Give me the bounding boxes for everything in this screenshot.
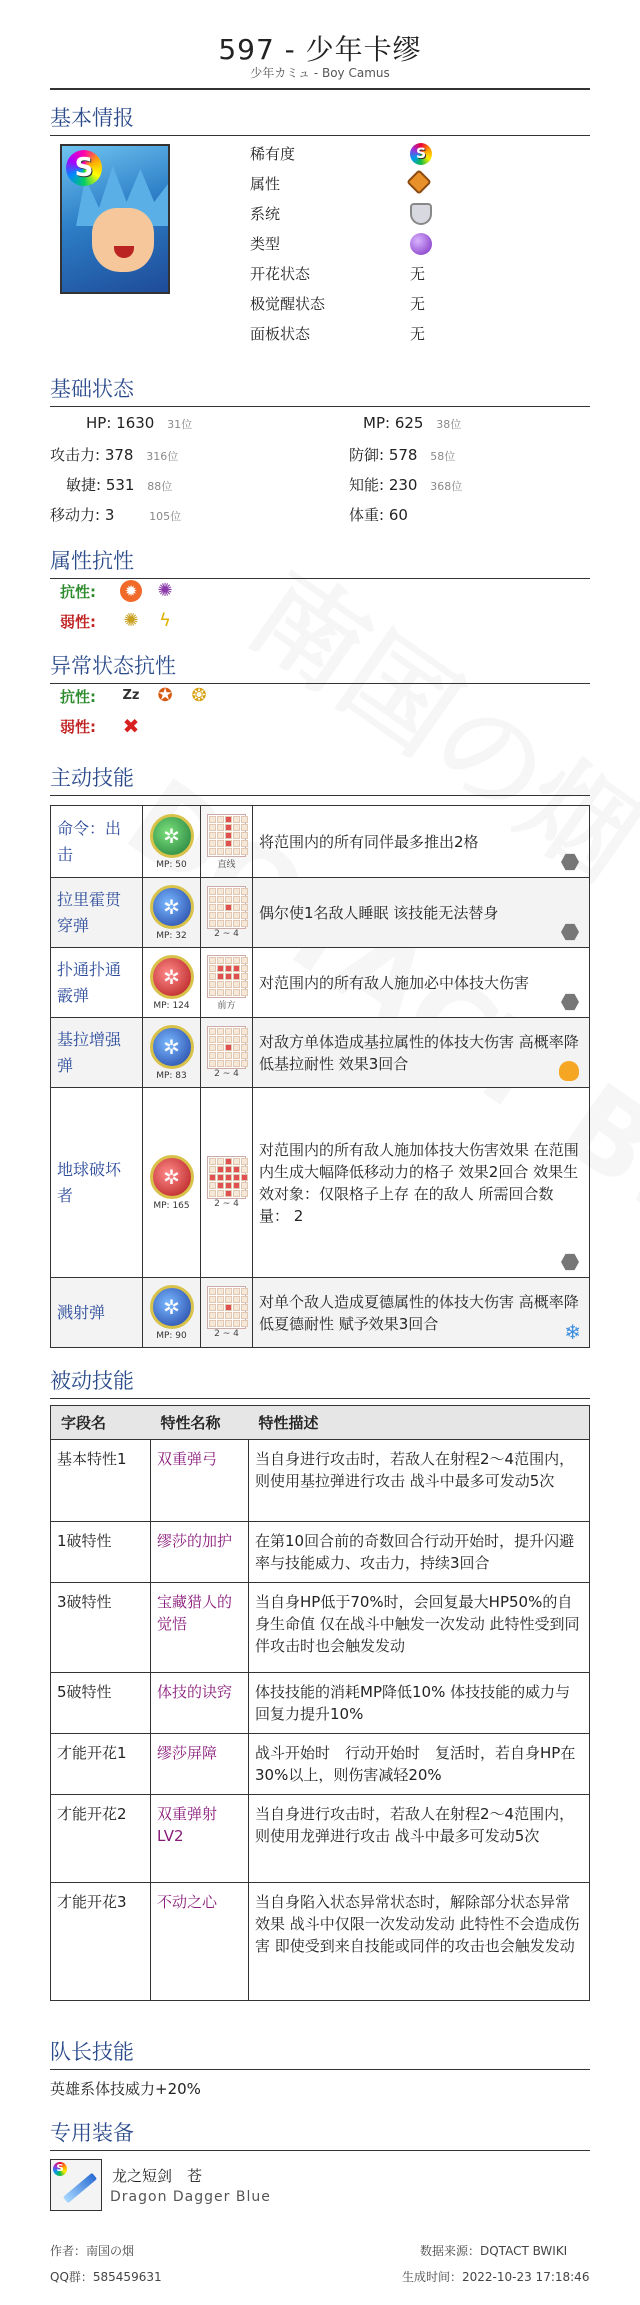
table-row: 基本特性1 双重弹弓 当自身进行攻击时，若敌人在射程2～4范围内，则使用基拉弹进行攻击 战斗中最多可发动5次: [51, 1440, 590, 1522]
range-grid-icon: [207, 955, 246, 998]
skill-icon-cell: ✲ MP: 32: [143, 878, 201, 948]
column-header: 字段名: [51, 1406, 151, 1440]
stat-mp: MP: 625 38位: [363, 414, 462, 432]
skill-row: [51, 1018, 590, 1088]
table-header-row: [51, 1406, 590, 1440]
footer-author: 作者：南国の烟: [50, 2244, 135, 2258]
range-grid-icon: [207, 1286, 246, 1329]
passive-skill-table: [50, 1405, 590, 2001]
stat-int: 知能: 230 368位: [349, 476, 463, 494]
skill-range-cell: 2 ~ 4: [201, 1278, 253, 1348]
section-stats-heading: 基础状态: [50, 373, 590, 407]
footer-source: 数据来源：DQTACT BWIKI: [420, 2244, 568, 2258]
info-row-awaken: 极觉醒状态 无: [250, 295, 426, 313]
table-row: 3破特性 宝藏猎人的觉悟 当自身HP低于70%时，会回复最大HP50%的自身生命值 仅在战斗中触发一次发动 此特性受到同伴攻击时也会触发发动: [51, 1583, 590, 1673]
skill-row: [51, 1088, 590, 1278]
range-grid-icon: [207, 1026, 246, 1069]
footer-qq: QQ群：585459631: [50, 2270, 162, 2284]
skill-icon-cell: ✲ MP: 165: [143, 1088, 201, 1278]
hex-tag-icon: [561, 923, 579, 941]
skill-desc: 对单个敌人造成夏德属性的体技大伤害 高概率降低夏德耐性 赋予效果3回合 ❄: [253, 1278, 590, 1348]
stat-hp: HP: 1630 31位: [86, 414, 193, 432]
table-row: 1破特性 缪莎的加护 在第10回合前的奇数回合行动开始时，提升闪避率与技能威力、攻击力，持续3回合: [51, 1522, 590, 1583]
dagger-blade: [63, 2173, 97, 2204]
skill-orb-icon: [150, 1285, 194, 1329]
skill-icon-cell: ✲ MP: 83: [143, 1018, 201, 1088]
skill-row: [51, 1278, 590, 1348]
leader-skill-text: 英雄系体技威力+20%: [50, 2080, 201, 2098]
rarity-badge-icon: S: [66, 150, 102, 186]
table-row: 才能开花2 双重弹射LV2 当自身进行攻击时，若敌人在射程2～4范围内，则使用龙弹进行攻击 战斗中最多可发动5次: [51, 1795, 590, 1883]
range-grid-icon: [207, 814, 246, 857]
status-resist-weak-label: 弱性:: [60, 718, 96, 736]
skill-desc: 对范围内的所有敌人施加必中体技大伤害: [253, 948, 590, 1018]
table-row: 5破特性 体技的诀窍 体技技能的消耗MP降低10% 体技技能的威力与回复力提升10%: [51, 1673, 590, 1734]
skill-range-cell: 直线: [201, 806, 253, 878]
info-row-rarity: 稀有度 S: [250, 143, 450, 167]
resist-weak-label: 弱性:: [60, 613, 96, 631]
skill-icon-cell: ✲ MP: 124: [143, 948, 201, 1018]
skill-desc: 对敌方单体造成基拉属性的体技大伤害 高概率降低基拉耐性 效果3回合: [253, 1018, 590, 1088]
skill-desc: 偶尔使1名敌人睡眠 该技能无法替身: [253, 878, 590, 948]
stat-move: 移动力: 3 105位: [50, 506, 182, 524]
skill-orb-icon: [150, 1025, 194, 1069]
hero-portrait: [60, 144, 170, 294]
skill-name: 扑通扑通霰弹: [51, 948, 143, 1018]
info-row-system: 系统: [250, 203, 450, 227]
skill-row: [51, 806, 590, 878]
section-passive-heading: 被动技能: [50, 1365, 590, 1399]
info-row-element: 属性: [250, 173, 450, 197]
section-active-heading: 主动技能: [50, 762, 590, 796]
type-orb-icon: [410, 233, 432, 255]
skill-icon-cell: ✲ MP: 90: [143, 1278, 201, 1348]
skill-range-cell: 2 ~ 4: [201, 878, 253, 948]
resist-strong-label: 抗性:: [60, 583, 96, 601]
skill-desc: 对范围内的所有敌人施加体技大伤害效果 在范围内生成大幅降低移动力的格子 效果2回合 效果生效对象：仅限格子上存 在的敌人 所需回合数量： 2: [253, 1088, 590, 1278]
cross-icon: ✖: [122, 714, 140, 738]
confuse-icon: ✪: [157, 685, 173, 706]
dark-swirl-icon: ✺: [157, 580, 173, 601]
info-row-bloom: 开花状态 无: [250, 265, 426, 283]
flame-tag-icon: [559, 1061, 579, 1081]
skill-name: 溅射弹: [51, 1278, 143, 1348]
header-divider: [50, 88, 590, 90]
skill-icon-cell: ✲ MP: 50: [143, 806, 201, 878]
section-resist-heading: 属性抗性: [50, 545, 590, 579]
hex-tag-icon: [561, 1253, 579, 1271]
snowflake-tag-icon: ❄: [564, 1320, 581, 1344]
equip-name: 龙之短剑 苍: [112, 2167, 203, 2185]
section-leader-heading: 队长技能: [50, 2036, 590, 2070]
range-grid-icon: [207, 1156, 246, 1199]
rarity-s-icon: S: [410, 143, 432, 165]
section-status-resist-heading: 异常状态抗性: [50, 650, 590, 684]
stat-atk: 攻击力: 378 316位: [50, 446, 179, 464]
dagger-icon: [50, 2159, 102, 2211]
column-header: 特性名称: [151, 1406, 249, 1440]
paralyze-icon: ❂: [191, 685, 207, 706]
skill-row: [51, 878, 590, 948]
light-icon: ✺: [123, 610, 139, 631]
fire-icon: ✹: [120, 580, 142, 602]
section-equip-heading: 专用装备: [50, 2117, 590, 2151]
portrait-face: [92, 208, 154, 272]
stat-def: 防御: 578 58位: [349, 446, 456, 464]
skill-orb-icon: [150, 955, 194, 999]
thunder-icon: ϟ: [159, 610, 171, 631]
table-row: 才能开花3 不动之心 当自身陷入状态异常状态时，解除部分状态异常效果 战斗中仅限一次发动发动 此特性不会造成伤害 即使受到来自技能或同伴的攻击也会触发发动: [51, 1883, 590, 2001]
info-row-type: 类型: [250, 233, 450, 257]
table-row: 才能开花1 缪莎屏障 战斗开始时 行动开始时 复活时，若自身HP在30%以上，则伤害减轻20%: [51, 1734, 590, 1795]
equip-rarity-badge-icon: S: [53, 2162, 67, 2176]
sleep-icon: Zz: [122, 688, 140, 703]
skill-name: 拉里霍贯穿弹: [51, 878, 143, 948]
skill-row: [51, 948, 590, 1018]
status-resist-strong-label: 抗性:: [60, 688, 96, 706]
skill-range-cell: 2 ~ 4: [201, 1088, 253, 1278]
skill-orb-icon: [150, 1155, 194, 1199]
skill-name: 基拉增强弹: [51, 1018, 143, 1088]
hex-tag-icon: [561, 993, 579, 1011]
page-subtitle: 少年カミュ - Boy Camus: [250, 66, 390, 80]
skill-range-cell: 2 ~ 4: [201, 1018, 253, 1088]
equip-english-name: Dragon Dagger Blue: [110, 2189, 271, 2205]
skill-desc: 将范围内的所有同伴最多推出2格: [253, 806, 590, 878]
skill-range-cell: 前方: [201, 948, 253, 1018]
column-header: 特性描述: [249, 1406, 590, 1440]
skill-name: 地球破坏者: [51, 1088, 143, 1278]
info-row-panel: 面板状态 无: [250, 325, 426, 343]
skill-orb-icon: [150, 814, 194, 858]
skill-orb-icon: [150, 885, 194, 929]
active-skill-table: [50, 805, 590, 1348]
footer-time: 生成时间：2022-10-23 17:18:46: [402, 2270, 590, 2284]
shield-system-icon: [410, 203, 432, 225]
page-title: 597 - 少年卡缪: [218, 33, 422, 66]
stat-weight: 体重: 60: [349, 506, 408, 524]
range-grid-icon: [207, 886, 246, 929]
stat-agi: 敏捷: 531 88位: [66, 476, 173, 494]
hex-tag-icon: [561, 853, 579, 871]
skill-name: 命令：出击: [51, 806, 143, 878]
earth-element-icon: [406, 169, 431, 194]
section-basic-heading: 基本情报: [50, 102, 590, 136]
